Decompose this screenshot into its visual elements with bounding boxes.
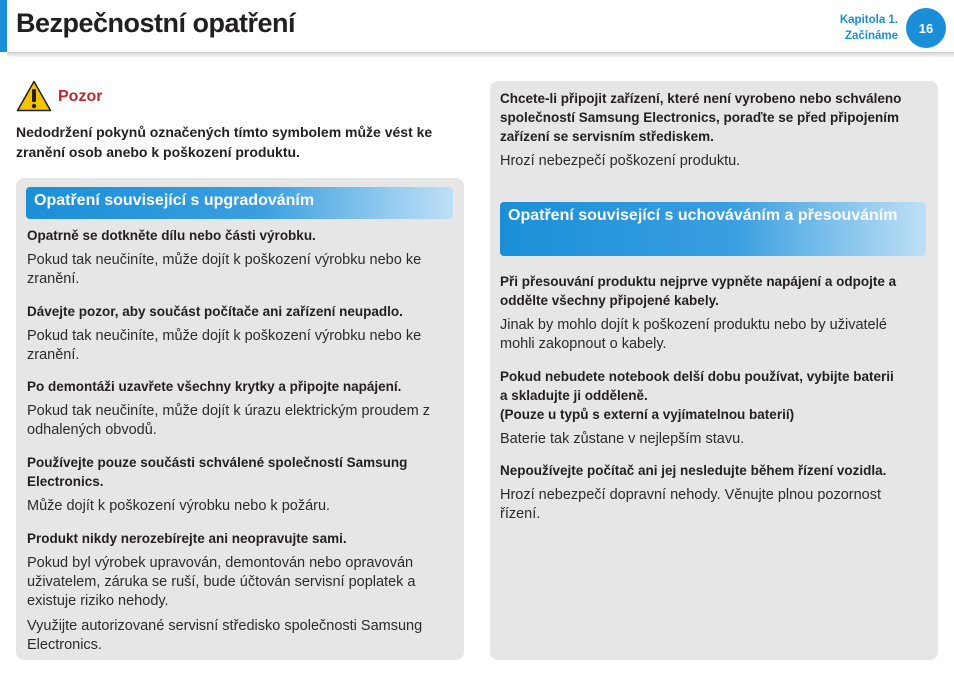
page-header — [0, 0, 954, 52]
list-item — [500, 272, 930, 354]
item-bold-text: Při přesouvání produktu nejprve vypněte napájení a odpojte a oddělte všechny připojené kabely. — [500, 274, 897, 308]
item-bold-text: Opatrně se dotkněte dílu nebo části výrobku. — [27, 228, 316, 243]
intro-bold-text: Chcete-li připojit zařízení, které není vyrobeno nebo schváleno společností Samsung Electronics, poraďte se před připojením zařízení se servisním střediskem. — [500, 91, 902, 144]
warning-label: Pozor — [58, 88, 103, 105]
item-normal-text: Pokud byl výrobek upravován, demontován nebo opravován uživatelem, záruka se ruší, bude účtován servisní poplatek a existuje riziko nehody. — [27, 555, 416, 609]
item-bold-text: Po demontáži uzavřete všechny krytky a připojte napájení. — [27, 379, 402, 394]
list-item — [27, 226, 452, 289]
item-bold-note: (Pouze u typů s externí a vyjímatelnou baterií) — [500, 407, 795, 422]
item-normal-text: Baterie tak zůstane v nejlepším stavu. — [500, 431, 745, 447]
chapter-label — [840, 12, 898, 44]
item-normal-text: Pokud tak neučiníte, může dojít k poškození výrobku nebo ke zranění. — [27, 252, 422, 287]
list-item — [27, 302, 452, 365]
item-bold-text: Produkt nikdy nerozebírejte ani neopravujte sami. — [27, 531, 347, 546]
list-item — [27, 529, 452, 655]
intro-item — [500, 89, 930, 171]
intro-normal-text: Hrozí nebezpečí poškození produktu. — [500, 153, 741, 169]
header-accent-bar — [0, 0, 7, 52]
item-bold-text: Pokud nebudete notebook delší dobu používat, vybijte baterii a skladujte ji odděleně. — [500, 369, 894, 403]
item-normal-text: Pokud tak neučiníte, může dojít k úrazu elektrickým proudem z odhalených obvodů. — [27, 403, 430, 438]
list-item — [27, 453, 452, 516]
item-normal-text: Jinak by mohlo dojít k poškození produktu nebo by uživatelé mohli zakopnout o kabely. — [500, 317, 887, 352]
storage-precautions-panel — [490, 81, 938, 660]
item-normal-text: Pokud tak neučiníte, může dojít k poškození výrobku nebo ke zranění. — [27, 328, 422, 363]
page-title: Bezpečnostní opatření — [16, 8, 296, 38]
item-normal-text: Hrozí nebezpečí dopravní nehody. Věnujte plnou pozornost řízení. — [500, 487, 882, 522]
upgrade-precautions-panel — [16, 178, 464, 660]
header-divider — [7, 52, 954, 58]
item-bold-text: Dávejte pozor, aby součást počítače ani zařízení neupadlo. — [27, 304, 403, 319]
list-item — [500, 461, 930, 524]
upgrade-section-heading: Opatření související s upgradováním — [26, 187, 453, 219]
item-normal-text: Využijte autorizované servisní středisko společnosti Samsung Electronics. — [27, 618, 423, 653]
item-normal-text: Může dojít k poškození výrobku nebo k požáru. — [27, 498, 331, 514]
storage-section-heading: Opatření související s uchováváním a přesouváním — [500, 202, 926, 256]
list-item — [27, 377, 452, 440]
chapter-name: Začínáme — [844, 30, 898, 42]
warning-text: Nedodržení pokynů označených tímto symbolem může vést ke zranění osob anebo k poškození produktu. — [16, 124, 433, 160]
item-bold-text: Nepoužívejte počítač ani jej nesledujte během řízení vozidla. — [500, 463, 887, 478]
page-number-badge: 16 — [906, 8, 946, 48]
list-item — [500, 367, 930, 449]
chapter-number: Kapitola 1. — [839, 14, 898, 26]
warning-triangle-icon — [16, 80, 52, 112]
item-bold-text: Používejte pouze součásti schválené společností Samsung Electronics. — [27, 455, 408, 489]
